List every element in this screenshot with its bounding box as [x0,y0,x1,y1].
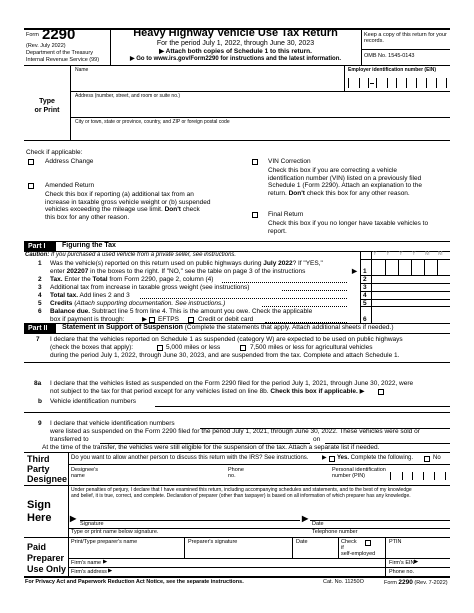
telephone-label: Telephone number [312,529,358,535]
city-field[interactable] [72,126,448,138]
line8b-label: Vehicle identification numbers [50,398,136,405]
line9-text-a: I declare that vehicle identification numbers [50,420,175,427]
designee-yes-label: Yes. Complete the following. [337,455,414,461]
line5-text: Credits (Attach supporting documentation. See instructions.) [50,300,226,307]
preparer-signature-field[interactable] [188,546,288,556]
ein-label: Employer identification number (EIN) [348,67,437,73]
amended-return-description: Check this box if reporting (a) additional tax from an increase in taxable gross vehicle weight or (b) suspended vehicles exceeding the mileage use limit. Don't check this box for any other reason. [45,191,211,221]
footer-form-id: Form 2290 (Rev. 7-2022) [384,579,448,586]
ptin-label: PTIN [389,539,402,545]
third-party-heading: Third Party Designee [27,454,68,484]
part1-caution: Caution: If you purchased a used vehicle from a private seller, see instructions. [25,252,237,258]
self-employed-label: Check [341,539,357,545]
form-revision: (Rev. July 2022) [26,43,66,49]
perjury-statement: Under penalties of perjury, I declare that I have examined this return, including accompanying schedules and statements, and to the best of my knowledge and belief, it is true, correct, and complete. Declaration of preparer (other than taxpayer) is based on all information of which preparer has any knowledge. [71,487,412,499]
catalog-number: Cat. No. 11250O [323,579,364,585]
firm-name-label: Firm's name [71,560,102,566]
form-dept: Department of the Treasury [26,50,93,56]
city-label: City or town, state or province, country, and ZIP or foreign postal code [75,119,230,125]
designee-name-label: Designee's name [71,467,99,480]
line6-text: Balance due. Subtract line 5 from line 4. This is the amount you owe. Check the applicable box if payment is through: [50,308,313,323]
sign-date-field[interactable] [310,503,450,518]
preparer-date-field[interactable] [296,546,336,556]
line4-text: Total tax. Add lines 2 and 3 [50,292,130,299]
line8a-checkbox[interactable] [378,389,384,395]
7500-miles-checkbox[interactable] [240,345,246,351]
address-change-checkbox[interactable] [28,159,34,165]
form-number: 2290 [42,26,76,43]
line3-amount[interactable] [372,284,450,291]
preparer-name-field[interactable] [71,546,181,556]
firm-ein-label: Firm's EIN [389,560,415,566]
keep-copy-note: Keep a copy of this return for your records. [364,32,447,45]
paid-preparer-heading: Paid Preparer Use Only [27,542,67,574]
5000-miles-label: 5,000 miles or less [166,344,221,351]
line3-text: Additional tax from increase in taxable gross weight (see instructions) [50,284,250,291]
part1-label: Part I [24,242,56,251]
ein-field[interactable] [348,78,448,90]
part1-title: Figuring the Tax [62,242,116,249]
designee-yes-checkbox[interactable] [329,456,335,462]
type-or-print-label: Type or Print [34,98,60,114]
line1-text: Was the vehicle(s) reported on this return used on public highways during July 2022? If "YES," enter 202207 in the boxes to the right. If "NO," see the table on page 3 of the instructions [50,260,323,275]
line4-amount[interactable] [372,292,450,299]
final-return-description: Check this box if you no longer have taxable vehicles to report. [268,220,429,235]
self-employed-checkbox[interactable] [365,540,371,546]
amended-return-checkbox[interactable] [28,183,34,189]
designee-pin-field[interactable] [390,472,448,480]
final-return-label: Final Return [268,211,304,218]
preparer-date-label: Date [296,539,308,545]
line9-transferee-field[interactable] [100,436,310,444]
form-period: For the period July 1, 2022, through June 30, 2023 [156,40,315,47]
name-label: Name [75,67,89,73]
address-label: Address (number, street, and room or suite no.) [75,93,181,99]
designee-no-label: No [433,455,441,461]
sign-here-heading: Sign Here [27,499,52,524]
vin-correction-description: Check this box if you are correcting a vehicle identification number (VIN) listed on a previously filed Schedule 1 (Form 2290). Attach an explanation to the return. Don't check this box for any other reason. [268,167,422,197]
amended-return-label: Amended Return [45,182,95,189]
address-change-label: Address Change [45,158,94,165]
designee-phone-label: Phone no. [228,467,244,480]
goto-instruction: ▶ Go to www.irs.gov/Form2290 for instructions and the latest information. [129,56,342,62]
month-header: Y Y Y Y M M [373,251,443,257]
part2-label: Part II [24,324,56,333]
line2-amount[interactable] [372,276,450,283]
line9-date-field[interactable] [325,436,450,444]
vin-correction-checkbox[interactable] [252,159,258,165]
line2-text: Tax. Enter the Total from Form 2290, page 2, column (4) [50,276,214,283]
ptin-field[interactable] [389,546,447,556]
line6-amount[interactable] [372,307,450,322]
address-field[interactable] [72,100,448,114]
attach-instruction: ▶ Attach both copies of Schedule 1 to this return. [159,48,312,55]
credit-card-label: Credit or debit card [198,316,254,323]
designee-pin-label: Personal identification number (PIN) [332,467,386,480]
form-irs: Internal Revenue Service (99) [26,57,100,63]
sign-date-label: Date [312,521,324,527]
firm-address-field[interactable] [115,568,380,575]
preparer-name-label: Print/Type preparer's name [71,539,138,545]
signature-field[interactable] [71,503,306,518]
form-word: Form [26,32,39,38]
firm-name-field[interactable] [110,559,380,566]
7500-miles-label: 7,500 miles or less for agricultural vehicles [250,344,373,351]
5000-miles-checkbox[interactable] [157,345,163,351]
vin-correction-label: VIN Correction [268,158,311,165]
designee-name-field[interactable] [100,466,210,480]
preparer-signature-label: Preparer's signature [188,539,238,545]
name-field[interactable] [72,73,342,88]
form-title: Heavy Highway Vehicle Use Tax Return [133,27,338,39]
designee-phone-field[interactable] [245,466,325,480]
omb-number: OMB No. 1545-0143 [364,53,415,59]
third-party-question: Do you want to allow another person to discuss this return with the IRS? See instructions. [71,455,309,461]
preparer-phone-label: Phone no. [389,569,415,575]
line8a-text: I declare that the vehicles listed as suspended on the Form 2290 filed for the period July 1, 2021, through June 30, 2022, were not subject to the tax for that period except for any vehicles listed on line 8b. Check this box if applicable. ▶ [50,380,414,395]
firm-address-label: Firm's address [71,569,107,575]
signature-label: Signature [80,521,104,527]
line7-text: I declare that the vehicles reported on Schedule 1 as suspended (category W) are expected to be used on public highways [50,336,403,343]
check-if-heading: Check if applicable: [26,149,83,156]
line1-month-boxes[interactable] [372,259,450,275]
form-2290-page: Form 2290 (Rev. July 2022) Department of the Treasury Internal Revenue Service (99) Heavy Highway Vehicle Use Tax Return For the period July 1, 2022, through June 30, 2023 ▶ Attach both copies of Schedule 1 to this return. ▶ Go to www.irs.gov/Form2290 for instructions and the latest information. Keep a copy of this return for your records. OMB No. 1545-0143 Type or Print Name Employer identification number (EIN) Address (number, street, and room or suite no.) City or town, state or province, country, and ZIP or foreign postal code Check if applicable: Address Change Amended Return Check this box if reporting (a) additional tax from an increase in taxable gross vehicle weight or (b) suspended vehicles exceeding the mileage use limit. Don't check this box for any other reason. VIN Correction Check this box if you are correcting a vehicle identification number (VIN) listed on a previously filed Schedule 1 (Form 2290). Attach an explanation to the return. Don't check this box for any other reason. Final Return Check this box if you no longer have taxable vehicles to report. Part I Figuring the Tax Caution: If you purchased a used vehicle from a private seller, see instructions. Y Y Y Y M M 1 Was the vehicle(s) reported on this return used on public highways during July 2022? If "YES," enter 202207 in the boxes to the right. If "NO," see the table on page 3 of the instructions ▶ 1 2 Tax. Enter the Total from Form 2290, page 2, column (4) 2 3 Additional tax from increase in taxable gross weight (see instructions) 3 4 Total tax. Add lines 2 and 3 4 5 Credits (Attach supporting documentation. See instructions.) 5 6 Balance due. Subtract line 5 from line 4. This is the amount you owe. Check the applicable box if payment is through: ▶ EFTPS Credit or debit card 6 Part II Statement in Support of Suspension (Complete the statements that apply. Attach additional sheets if needed.) 7 I declare that the vehicles reported on Schedule 1 as suspended (category W) are expected to be used on public highways (check the boxes that apply): 5,000 miles or less 7,500 miles or less for agricultural vehicles during the period July 1, 2022, through June 30, 2023, and are suspended from the tax. Complete and attach Schedule 1. 8a I declare that the vehicles listed as suspended on the Form 2290 filed for the period July 1, 2021, through June 30, 2022, were not subject to the tax for that period except for any vehicles listed on line 8b. Check this box if applicable. ▶ b Vehicle identification numbers 9 I declare that vehicle identification numbers were listed as suspended on the Form 2290 filed for the period July 1, 2021, through June 30, 2022. These vehicles were sold or transferred to on At the time of the transfer, the vehicles were still eligible for the suspension of the tax. Attach a separate list if needed. Third Party Designee Do you want to allow another person to discuss this return with the IRS? See instructions. ▶ Yes. Complete the following. No Designee's name Phone no. Personal identification number (PIN) Sign Here Under penalties of perjury, I declare that I have examined this return, including accompanying schedules and statements, and to the best of my knowledge and belief, it is true, correct, and complete. Declaration of preparer (other than taxpayer) is based on all information of which preparer has any knowledge. ▶ Signature ▶ Date Type or print name below signature. Telephone number Paid Preparer Use Only Print/Type preparer's name Preparer's signature Date Check if self-employed PTIN Firm's name ▶ Firm's EIN ▶ Firm's address ▶ Phone no. For Privacy Act and Paperwork Reduction Act Notice, see the separate instructions. Cat. No. 11250O Form 2290 (Rev. 7-2022) [0,0,474,613]
type-print-name-label: Type or print name below signature. [71,529,159,535]
final-return-checkbox[interactable] [252,212,258,218]
designee-no-checkbox[interactable] [424,456,430,462]
privacy-notice: For Privacy Act and Paperwork Reduction Act Notice, see the separate instructions. [25,579,244,585]
line8b-vin-field[interactable] [155,398,450,407]
part2-title: Statement in Support of Suspension (Complete the statements that apply. Attach additional sheets if needed.) [62,324,394,331]
eftps-label: EFTPS [158,316,179,323]
